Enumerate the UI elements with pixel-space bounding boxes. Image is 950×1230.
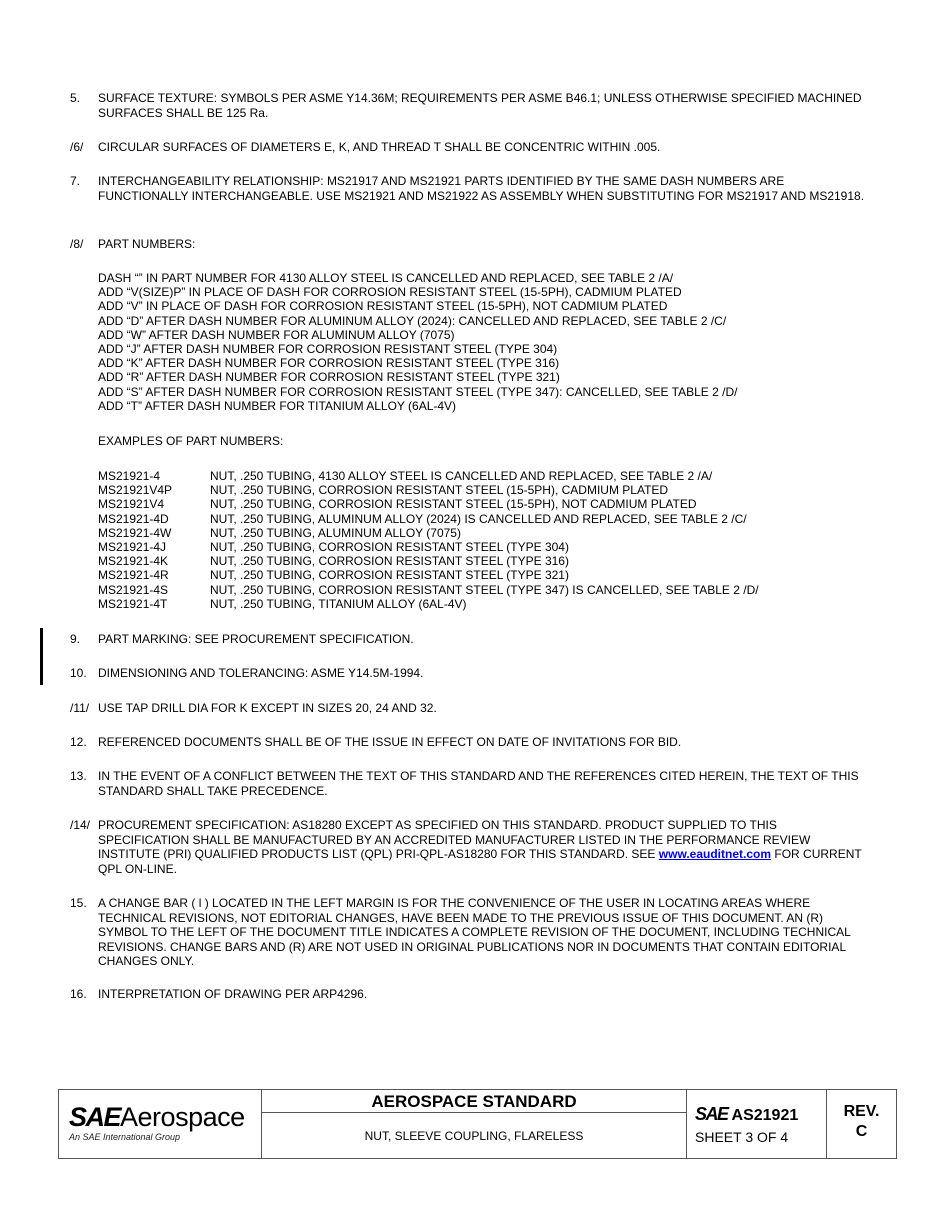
note-8 [70, 237, 870, 252]
examples-list [98, 469, 878, 611]
rule-line: DASH “” IN PART NUMBER FOR 4130 ALLOY STEEL IS CANCELLED AND REPLACED, SEE TABLE 2 /A/ [98, 271, 674, 285]
rule-line: ADD “V” IN PLACE OF DASH FOR CORROSION RESISTANT STEEL (15-5PH), NOT CADMIUM PLATED [98, 299, 668, 314]
note-text-part: FOR CURRENT QPL ON-LINE. [98, 847, 862, 876]
rule-line: ADD “J” AFTER DASH NUMBER FOR CORROSION RESISTANT STEEL (TYPE 304) [98, 342, 558, 357]
logo-tagline: An SAE International Group [69, 1132, 181, 1142]
example-part-number: MS21921-4J [98, 540, 167, 555]
rule-line: ADD “T” AFTER DASH NUMBER FOR TITANIUM ALLOY (6AL-4V) [98, 398, 457, 413]
example-row [98, 583, 878, 597]
note-number: 9. [70, 632, 81, 646]
example-row [98, 512, 878, 526]
note-12 [70, 735, 870, 750]
note-7 [70, 174, 870, 203]
note-9 [70, 632, 870, 647]
example-part-number: MS21921-4R [98, 568, 169, 583]
note-number: 5. [70, 91, 81, 105]
note-text: PART MARKING: SEE PROCUREMENT SPECIFICATION. [98, 632, 414, 646]
note-text: REFERENCED DOCUMENTS SHALL BE OF THE ISSUE IN EFFECT ON DATE OF INVITATIONS FOR BID. [98, 735, 682, 749]
example-row [98, 540, 878, 554]
note-13 [70, 769, 870, 798]
example-row [98, 554, 878, 568]
note-number: 10. [70, 666, 87, 680]
note-10 [70, 666, 870, 681]
note-text-part: PROCUREMENT SPECIFICATION: AS18280 EXCEPT AS SPECIFIED ON THIS STANDARD. PRODUCT SUPPLIED TO THIS SPECIFICATION SHALL BE MANUFACTURED BY AN ACCREDITED MANUFACTURER LISTED IN THE PERFORMANCE REVIEW INSTITUTE (PRI) QUALIFIED PRODUCTS LIST (QPL) PRI-QPL-AS18280 FOR THIS STANDARD. SEE [98, 818, 811, 861]
note-number: 12. [70, 735, 87, 749]
example-row [98, 469, 878, 483]
examples-heading: EXAMPLES OF PART NUMBERS: [98, 434, 284, 448]
note-text: DIMENSIONING AND TOLERANCING: ASME Y14.5M-1994. [98, 666, 424, 680]
note-text: IN THE EVENT OF A CONFLICT BETWEEN THE TEXT OF THIS STANDARD AND THE REFERENCES CITED HEREIN, THE TEXT OF THIS STANDARD SHALL TAKE PRECEDENCE. [98, 769, 859, 798]
sae-aerospace-logo [59, 1090, 262, 1158]
example-part-number: MS21921V4 [98, 497, 165, 512]
title-block [58, 1089, 897, 1159]
example-row [98, 568, 878, 582]
note-text: INTERCHANGEABILITY RELATIONSHIP: MS21917 AND MS21921 PARTS IDENTIFIED BY THE SAME DASH NUMBERS ARE FUNCTIONALLY INTERCHANGEABLE. USE MS21921 AND MS21922 AS ASSEMBLY WHEN SUBSTITUTING FOR MS21917 AND MS21918. [98, 174, 865, 203]
note-text: SURFACE TEXTURE: SYMBOLS PER ASME Y14.36M; REQUIREMENTS PER ASME B46.1; UNLESS OTHERWISE SPECIFIED MACHINED SURFACES SHALL BE 125 Ra. [98, 91, 862, 120]
note-5 [70, 91, 870, 120]
document-number-cell [687, 1090, 827, 1158]
sae-mini-logo: SAE [695, 1104, 728, 1124]
sheet-number: SHEET 3 OF 4 [695, 1129, 789, 1145]
logo-aerospace-text: Aerospace [120, 1102, 245, 1132]
rule-line: ADD “S” AFTER DASH NUMBER FOR CORROSION RESISTANT STEEL (TYPE 347): CANCELLED, SEE TABLE 2 /D/ [98, 384, 738, 399]
rule-line: ADD “R” AFTER DASH NUMBER FOR CORROSION RESISTANT STEEL (TYPE 321) [98, 370, 560, 385]
rule-line: ADD “V(SIZE)P” IN PLACE OF DASH FOR CORROSION RESISTANT STEEL (15-5PH), CADMIUM PLATED [98, 285, 682, 300]
note-text [98, 818, 870, 876]
note-text: INTERPRETATION OF DRAWING PER ARP4296. [98, 987, 368, 1001]
rule-line: ADD “W” AFTER DASH NUMBER FOR ALUMINUM ALLOY (7075) [98, 327, 455, 342]
eauditnet-link[interactable]: www.eauditnet.com [658, 847, 772, 861]
example-description: NUT, .250 TUBING, 4130 ALLOY STEEL IS CANCELLED AND REPLACED, SEE TABLE 2 /A/ [210, 469, 713, 483]
example-row [98, 597, 878, 611]
note-number: 7. [70, 174, 81, 188]
note-text: CIRCULAR SURFACES OF DIAMETERS E, K, AND THREAD T SHALL BE CONCENTRIC WITHIN .005. [98, 140, 661, 154]
example-row [98, 497, 878, 511]
note-number: 16. [70, 987, 87, 1001]
example-description: NUT, .250 TUBING, CORROSION RESISTANT STEEL (15-5PH), NOT CADMIUM PLATED [210, 497, 697, 512]
example-description: NUT, .250 TUBING, CORROSION RESISTANT STEEL (TYPE 347) IS CANCELLED, SEE TABLE 2 /D/ [210, 582, 759, 597]
note-number: /14/ [70, 818, 91, 832]
note-number: /6/ [70, 140, 84, 154]
note-text: PART NUMBERS: [98, 237, 196, 251]
example-part-number: MS21921-4S [98, 582, 169, 597]
example-description: NUT, .250 TUBING, CORROSION RESISTANT STEEL (TYPE 316) [210, 554, 569, 569]
revision-label: REV. [843, 1103, 880, 1120]
example-part-number: MS21921-4W [98, 525, 172, 540]
example-row [98, 526, 878, 540]
note-number: /8/ [70, 237, 84, 251]
revision-value: C [855, 1123, 868, 1140]
note-text: A CHANGE BAR ( l ) LOCATED IN THE LEFT MARGIN IS FOR THE CONVENIENCE OF THE USER IN LOCATING AREAS WHERE TECHNICAL REVISIONS, NOT EDITORIAL CHANGES, HAVE BEEN MADE TO THE PREVIOUS ISSUE OF THIS DOCUMENT. AN (R) SYMBOL TO THE LEFT OF THE DOCUMENT TITLE INDICATES A COMPLETE REVISION OF THE DOCUMENT, INCLUDING TECHNICAL REVISIONS. CHANGE BARS AND (R) ARE NOT USED IN ORIGINAL PUBLICATIONS NOR IN DOCUMENTS THAT CONTAIN EDITORIAL CHANGES ONLY. [98, 896, 851, 968]
example-part-number: MS21921-4T [98, 596, 168, 611]
note-text: USE TAP DRILL DIA FOR K EXCEPT IN SIZES 20, 24 AND 32. [98, 701, 437, 715]
rule-line: ADD “K” AFTER DASH NUMBER FOR CORROSION RESISTANT STEEL (TYPE 316) [98, 356, 560, 371]
logo-sae-text: SAE [69, 1102, 121, 1132]
title-cell [262, 1090, 687, 1158]
standard-type: AEROSPACE STANDARD [262, 1090, 686, 1113]
example-description: NUT, .250 TUBING, CORROSION RESISTANT STEEL (TYPE 304) [210, 540, 569, 555]
note-6 [70, 140, 870, 155]
rule-line: ADD “D” AFTER DASH NUMBER FOR ALUMINUM ALLOY (2024): CANCELLED AND REPLACED, SEE TABLE 2 /C/ [98, 313, 727, 328]
example-part-number: MS21921-4D [98, 511, 169, 526]
example-part-number: MS21921-4K [98, 554, 169, 569]
document-title: NUT, SLEEVE COUPLING, FLARELESS [364, 1129, 584, 1143]
example-part-number: MS21921-4 [98, 469, 161, 483]
note-number: 13. [70, 769, 87, 783]
note-number: /11/ [70, 701, 90, 715]
example-description: NUT, .250 TUBING, ALUMINUM ALLOY (7075) [210, 525, 461, 540]
example-row [98, 483, 878, 497]
document-number: AS21921 [731, 1107, 799, 1124]
note-14 [70, 818, 870, 876]
change-bar [40, 628, 43, 685]
example-description: NUT, .250 TUBING, ALUMINUM ALLOY (2024) IS CANCELLED AND REPLACED, SEE TABLE 2 /C/ [210, 511, 747, 526]
revision-cell [827, 1090, 896, 1158]
note-11 [70, 701, 870, 716]
note-16 [70, 987, 870, 1002]
example-description: NUT, .250 TUBING, TITANIUM ALLOY (6AL-4V) [210, 596, 467, 611]
part-number-rules [98, 271, 878, 413]
example-description: NUT, .250 TUBING, CORROSION RESISTANT STEEL (15-5PH), CADMIUM PLATED [210, 483, 669, 498]
note-number: 15. [70, 896, 87, 910]
example-description: NUT, .250 TUBING, CORROSION RESISTANT STEEL (TYPE 321) [210, 568, 569, 583]
example-part-number: MS21921V4P [98, 483, 173, 498]
note-15 [70, 896, 870, 969]
